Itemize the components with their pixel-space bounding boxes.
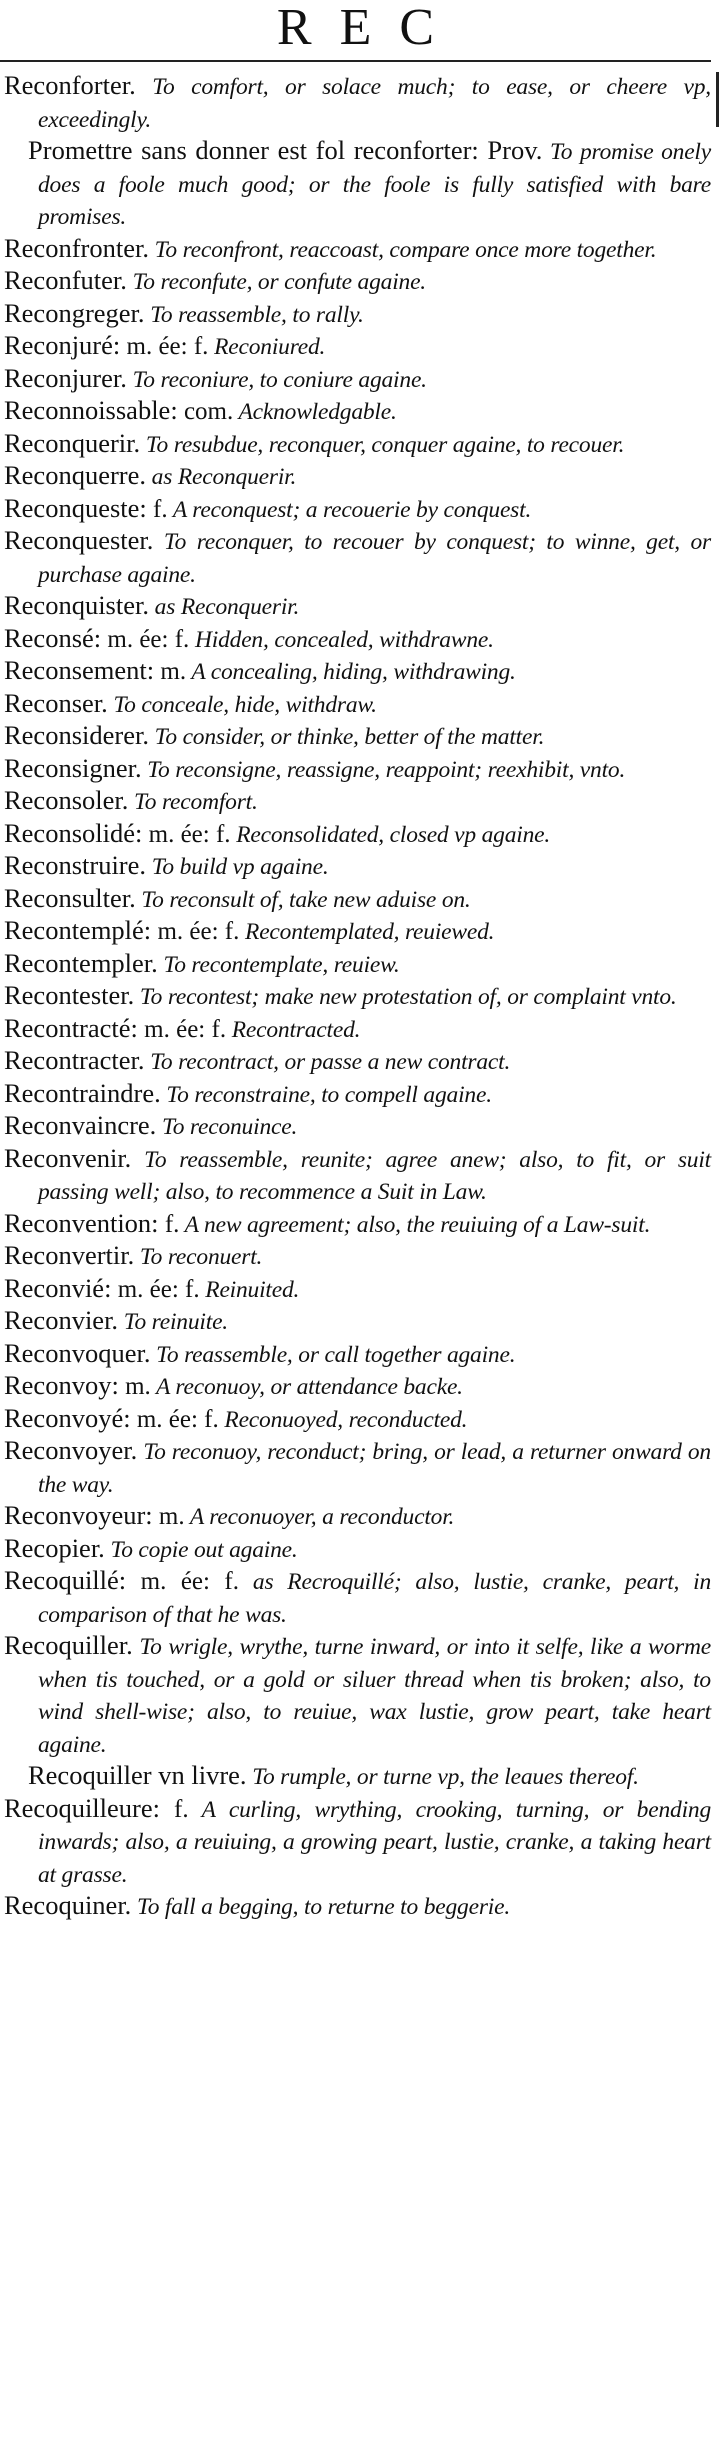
dictionary-entry <box>0 525 711 590</box>
entry-headword: Reconvoquer. <box>4 1337 151 1368</box>
entry-definition: To reconstraine, to compell againe. <box>160 1081 492 1108</box>
dictionary-entry <box>0 948 711 981</box>
entry-definition: To reinuite. <box>118 1309 228 1335</box>
entry-headword: Recoquiller vn livre. <box>28 1760 247 1790</box>
dictionary-entry <box>0 915 711 948</box>
entry-definition: To build vp againe. <box>146 854 329 880</box>
entry-headword: Recontemplé: <box>4 915 152 945</box>
dictionary-entry <box>0 785 711 818</box>
dictionary-entry <box>0 493 711 526</box>
entry-definition: To reassemble, reunite; agree anew; also, to fit, or suit passing well; also, to recommence a Suit in Law. <box>38 1146 711 1205</box>
entry-definition: A reconuoy, or attendance backe. <box>150 1374 463 1400</box>
dictionary-entry <box>0 1630 711 1760</box>
dictionary-entry <box>0 720 711 753</box>
entry-definition: Reinuited. <box>199 1276 300 1303</box>
entry-definition: To reconsult of, take new aduise on. <box>135 886 471 913</box>
dictionary-entry <box>0 1305 711 1338</box>
dictionary-entry <box>0 1793 711 1891</box>
entry-headword: Reconvier. <box>4 1305 119 1335</box>
entry-headword: Reconfronter. <box>4 232 149 263</box>
entry-definition: To conceale, hide, withdraw. <box>107 691 377 718</box>
entry-headword: Reconquerre. <box>4 460 146 490</box>
entry-definition: To comfort, or solace much; to ease, or cheere vp, exceedingly. <box>38 74 711 133</box>
entry-headword: Reconsiderer. <box>4 720 149 750</box>
dictionary-entry <box>0 363 711 396</box>
entry-grammar: com. <box>177 398 234 425</box>
entry-definition: A new agreement; also, the reuiuing of a Law-suit. <box>179 1211 651 1238</box>
entry-definition: To reconuince. <box>156 1114 298 1140</box>
entry-definition: To recontest; make new protestation of, or complaint vnto. <box>134 984 677 1010</box>
dictionary-entry <box>0 655 711 688</box>
dictionary-entry <box>0 1565 711 1630</box>
entry-definition: To reconfute, or confute againe. <box>126 269 426 295</box>
entry-headword: Reconsulter. <box>4 882 136 913</box>
entry-definition: Reconuoyed, reconducted. <box>218 1406 468 1433</box>
entry-definition: Reconiured. <box>208 334 326 360</box>
entry-definition: To recontract, or passe a new contract. <box>144 1049 511 1075</box>
entry-headword: Recontester. <box>4 980 135 1010</box>
entry-grammar: m. ée: f. <box>120 333 209 360</box>
entry-definition: To reconfront, reaccoast, compare once more together. <box>148 236 657 263</box>
entry-headword: Promettre sans donner est fol reconforter: Prov. <box>28 135 543 165</box>
entry-headword: Reconvoy: <box>4 1370 119 1400</box>
entry-definition: A reconuoyer, a reconductor. <box>184 1504 455 1530</box>
entry-definition: A curling, wrything, crooking, turning, or bending inwards; also, a reuiuing, a growing peart, lustie, cranke, a taking heart at grasse. <box>38 1796 711 1888</box>
entry-list <box>0 62 711 1923</box>
dictionary-entry <box>0 1240 711 1273</box>
dictionary-entry <box>0 1500 711 1533</box>
dictionary-entry <box>0 1045 711 1078</box>
entry-definition: To promise onely does a foole much good; or the foole is fully satisfied with bare promises. <box>38 139 711 230</box>
entry-definition: To rumple, or turne vp, the leaues thereof. <box>246 1764 639 1790</box>
entry-headword: Recoquiller. <box>4 1630 133 1660</box>
entry-definition: To reassemble, to rally. <box>144 301 364 328</box>
entry-headword: Reconvention: <box>4 1207 159 1238</box>
entry-grammar: m. <box>118 1373 151 1400</box>
dictionary-entry <box>0 1403 711 1436</box>
entry-headword: Reconser. <box>4 687 108 718</box>
entry-headword: Reconvertir. <box>4 1240 135 1270</box>
dictionary-entry <box>0 1370 711 1403</box>
entry-grammar: m. ée: f. <box>151 918 240 945</box>
dictionary-entry <box>0 818 711 851</box>
entry-grammar: f. <box>146 495 168 523</box>
entry-headword: Reconforter. <box>4 70 136 100</box>
dictionary-entry <box>0 135 711 233</box>
entry-headword: Reconnoissable: <box>4 395 178 425</box>
entry-definition: To consider, or thinke, better of the matter. <box>148 724 545 750</box>
entry-headword: Reconjurer. <box>4 362 127 393</box>
dictionary-entry <box>0 70 711 135</box>
entry-headword: Reconsé: <box>4 622 102 653</box>
entry-definition: Recontemplated, reuiewed. <box>239 919 495 945</box>
entry-definition: To reconiure, to coniure againe. <box>126 366 427 393</box>
entry-grammar: m. ée: f. <box>101 625 190 653</box>
entry-grammar: m. ée: f. <box>111 1275 200 1303</box>
dictionary-entry <box>0 298 711 331</box>
entry-definition: as Reconquerir. <box>149 594 300 620</box>
dictionary-entry <box>0 428 711 461</box>
dictionary-entry <box>0 460 711 493</box>
dictionary-entry <box>0 1110 711 1143</box>
entry-definition: A reconquest; a recouerie by conquest. <box>167 496 532 523</box>
entry-headword: Reconvoyer. <box>4 1435 138 1465</box>
dictionary-entry <box>0 1435 711 1500</box>
dictionary-entry <box>0 623 711 656</box>
entry-headword: Reconvoyeur: <box>4 1500 153 1530</box>
dictionary-entry <box>0 1338 711 1371</box>
entry-definition: To reconsigne, reassigne, reappoint; reexhibit, vnto. <box>141 756 626 783</box>
entry-grammar: m. <box>154 658 187 685</box>
entry-definition: To wrigle, wrythe, turne inward, or into it selfe, like a worme when tis touched, or a gold or siluer thread when tis broken; also, to wind shell-wise; also, to reuiue, wax lustie, grow peart, take heart againe. <box>38 1634 711 1758</box>
dictionary-entry <box>0 330 711 363</box>
dictionary-entry <box>0 1890 711 1923</box>
entry-definition: Reconsolidated, closed vp againe. <box>230 821 551 848</box>
dictionary-entry <box>0 1533 711 1566</box>
entry-definition: as Recroquillé; also, lustie, cranke, peart, in comparison of that he was. <box>38 1569 711 1628</box>
dictionary-entry <box>0 1273 711 1306</box>
dictionary-entry <box>0 1208 711 1241</box>
entry-headword: Reconvié: <box>4 1272 112 1303</box>
entry-headword: Recoquiner. <box>4 1890 132 1920</box>
entry-headword: Reconstruire. <box>4 850 147 880</box>
entry-definition: as Reconquerir. <box>146 464 297 490</box>
entry-headword: Reconsolidé: <box>4 817 143 848</box>
dictionary-entry <box>0 688 711 721</box>
entry-grammar: f. <box>158 1210 180 1238</box>
entry-definition: Recontracted. <box>226 1016 361 1043</box>
entry-definition: To copie out againe. <box>104 1536 298 1563</box>
entry-definition: Hidden, concealed, withdrawne. <box>189 626 494 653</box>
dictionary-entry <box>0 1078 711 1111</box>
entry-definition: To reconuoy, reconduct; bring, or lead, a returner onward on the way. <box>38 1439 711 1498</box>
entry-definition: To recontemplate, reuiew. <box>157 951 400 978</box>
entry-headword: Reconfuter. <box>4 265 127 295</box>
entry-definition: To reassemble, or call together againe. <box>150 1341 516 1368</box>
entry-headword: Reconquester. <box>4 525 154 555</box>
entry-headword: Reconsigner. <box>4 752 142 783</box>
entry-definition: A concealing, hiding, withdrawing. <box>186 659 516 685</box>
entry-headword: Reconsement: <box>4 655 155 685</box>
entry-grammar: m. ée: f. <box>137 1015 227 1043</box>
entry-grammar: m. ée: f. <box>142 820 231 848</box>
entry-headword: Reconjuré: <box>4 330 121 360</box>
entry-definition: To reconquer, to recouer by conquest; to winne, get, or purchase againe. <box>38 529 711 588</box>
entry-headword: Recopier. <box>4 1532 105 1563</box>
entry-headword: Reconqueste: <box>4 492 147 523</box>
dictionary-entry <box>0 590 711 623</box>
dictionary-entry <box>0 233 711 266</box>
entry-headword: Reconsoler. <box>4 785 129 815</box>
entry-headword: Recontempler. <box>4 947 158 978</box>
entry-headword: Recongreger. <box>4 297 145 328</box>
entry-headword: Reconquister. <box>4 590 149 620</box>
entry-headword: Reconquerir. <box>4 427 141 458</box>
entry-grammar: m. ée: f. <box>126 1568 240 1595</box>
entry-headword: Recontraindre. <box>4 1077 161 1108</box>
dictionary-entry <box>0 265 711 298</box>
entry-grammar: m. ée: f. <box>130 1405 219 1433</box>
dictionary-entry <box>0 395 711 428</box>
dictionary-entry <box>0 1143 711 1208</box>
dictionary-entry <box>0 1760 711 1793</box>
entry-headword: Recontracté: <box>4 1012 138 1043</box>
entry-grammar: f. <box>160 1795 189 1823</box>
running-head: REC <box>276 0 463 56</box>
margin-mark <box>716 72 719 127</box>
entry-headword: Reconvaincre. <box>4 1110 157 1140</box>
entry-headword: Recoquillé: <box>4 1565 127 1595</box>
entry-definition: To fall a begging, to returne to beggerie. <box>131 1894 511 1920</box>
entry-headword: Recontracter. <box>4 1045 145 1075</box>
dictionary-entry <box>0 850 711 883</box>
dictionary-entry <box>0 753 711 786</box>
entry-headword: Reconvoyé: <box>4 1402 131 1433</box>
dictionary-entry <box>0 1013 711 1046</box>
dictionary-entry <box>0 883 711 916</box>
entry-definition: To resubdue, reconquer, conquer againe, to recouer. <box>140 431 625 458</box>
entry-headword: Reconvenir. <box>4 1142 132 1173</box>
entry-definition: To reconuert. <box>134 1244 263 1270</box>
entry-headword: Recoquilleure: <box>4 1792 160 1823</box>
entry-grammar: m. <box>152 1503 185 1530</box>
entry-definition: Acknowledgable. <box>233 399 397 425</box>
entry-definition: To recomfort. <box>128 789 258 815</box>
dictionary-entry <box>0 980 711 1013</box>
